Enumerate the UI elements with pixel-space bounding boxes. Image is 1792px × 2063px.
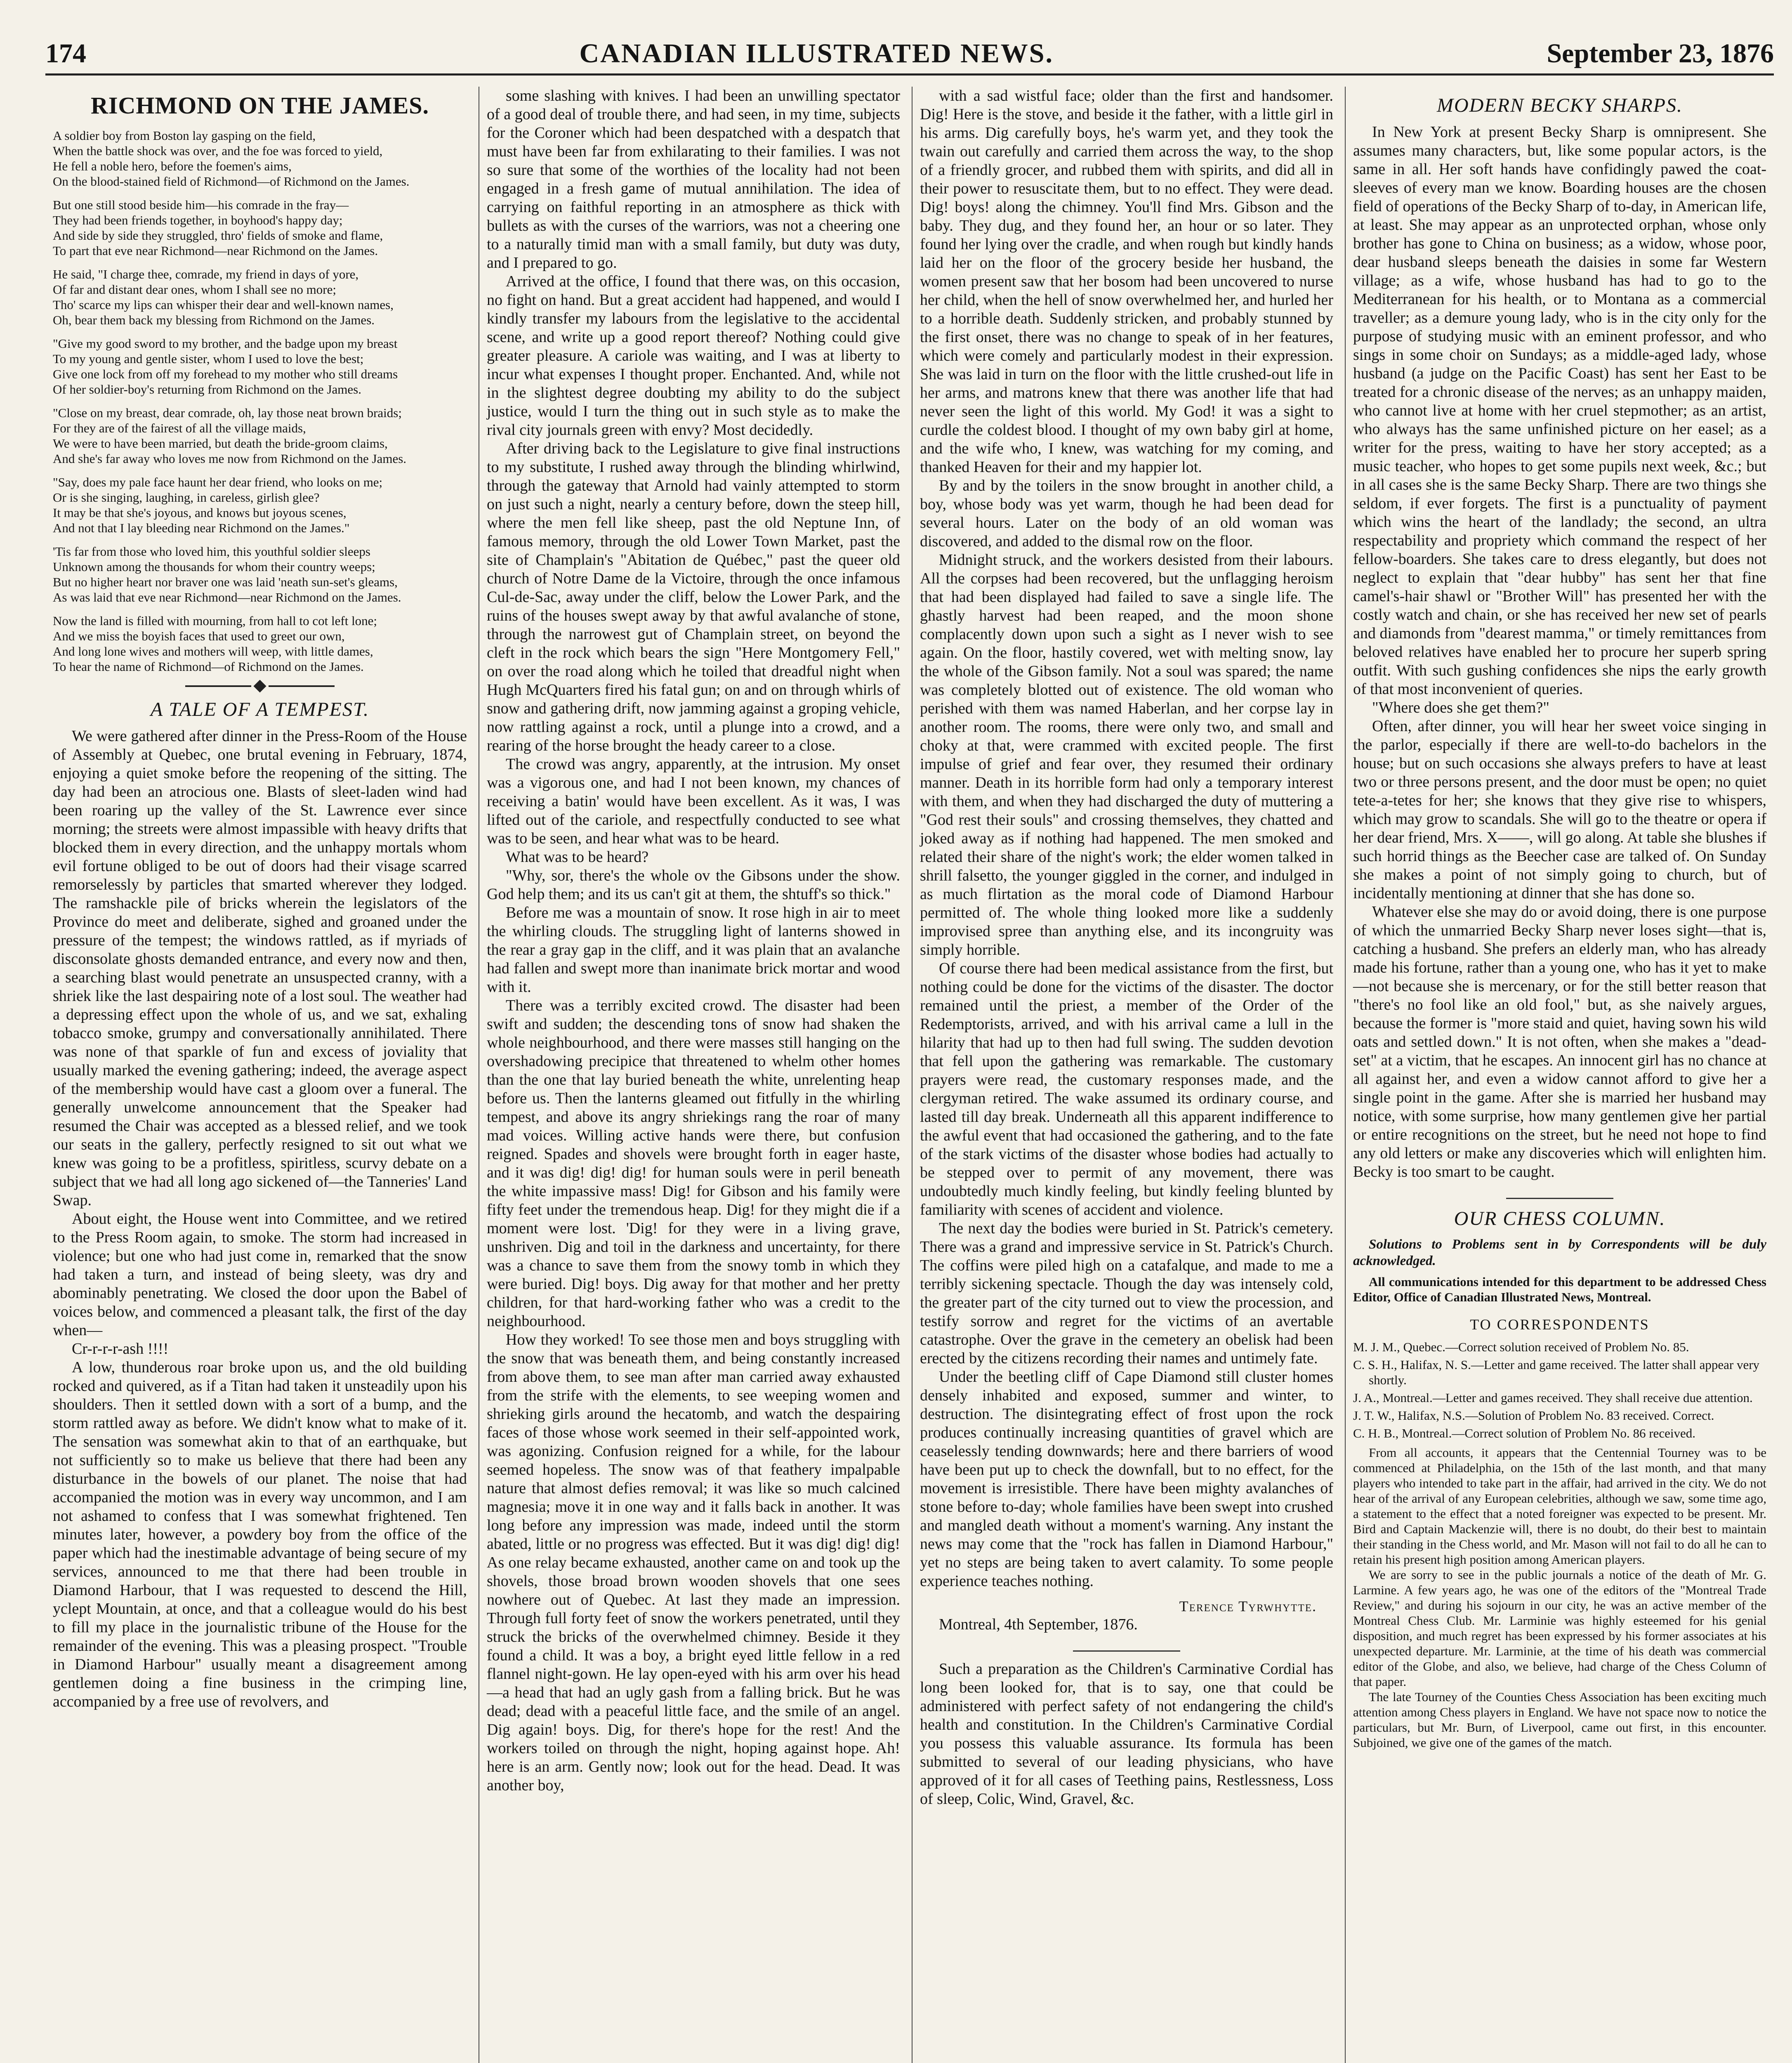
- becky-title: MODERN BECKY SHARPS.: [1437, 94, 1683, 116]
- publication-title: CANADIAN ILLUSTRATED NEWS.: [579, 38, 1054, 68]
- paragraph: The crowd was angry, apparently, at the intrusion. My onset was a vigorous one, and had I not been known, my chances of receiving a batin' would have been excellent. As it was, I was lifted out of the cariole, and respectfully conducted to see what was to be seen, and hear what was to be heard.: [487, 755, 900, 847]
- paragraph: From all accounts, it appears that the Centennial Tourney was to be commenced at Philadelphia, on the 15th of the last month, and that many players who intended to take part in the affair, had arrived in the city. We do not hear of the arrival of any European celebrities, although we saw, some time ago, a statement to the effect that a noted foreigner was expected to be present. Mr. Bird and Captain Mackenzie will, there is no doubt, do their best to maintain their standing in the Chess world, and Mr. Mason will not fail to do all he can to retain his present high position among American players.: [1353, 1445, 1766, 1567]
- poem-line: He fell a noble hero, before the foemen's aims,: [53, 159, 292, 173]
- correspondents-heading: TO CORRESPONDENTS: [1470, 1316, 1650, 1333]
- paragraph: with a sad wistful face; older than the first and handsomer. Dig! Here is the stove, and beside it the father, with a little girl in his arms. Dig carefully boys, he's warm yet, and they took the twain out carefully and carried them across the way, to the shop of a friendly grocer, and rubbed them with spirits, and did all in their power to resuscitate them, but to no effect. They were dead. Dig! boys! along the chimney. You'll find Mrs. Gibson and the baby. They dug, and they found her, an hour or so later. They found her lying over the cradle, and when rough but kindly hands laid her on the floor of the grocery beside her husband, the women present saw that her bosom had been uncovered to nurse her child, when the hell of snow overwhelmed her, and hurled her to a horrible death. Suddenly stricken, and probably stunned by the first onset, there was no change to speak of in her features, which were comely and particularly modest in their expression. She was laid in turn on the floor with the little crushed-out life in her arms, and matrons knew that there was another life that had never seen the light of this world. My God! it was a sight to curdle the coldest blood. I thought of my own baby girl at home, and the wife who, I knew, was watching for my coming, and thanked Heaven for their and my happier lot.: [920, 87, 1333, 476]
- correspondents-list: [1353, 1339, 1766, 1441]
- section-divider-2: [1506, 1198, 1613, 1199]
- paragraph: Often, after dinner, you will hear her sweet voice singing in the parlor, especially if there are well-to-do bachelors in the house; but on such occasions she always prefers to have at least two or three persons present, and the door must be open; no quiet tete-a-tetes for her; she knows that they give rise to whispers, which may grow to scandals. She will go to the theatre or opera if her dear friend, Mrs. X——, will go along. At table she blushes if such horrid things as the Beecher case are talked of. On Sunday she makes a point of not simply going to church, but of incidentally mentioning at dinner that she has done so.: [1353, 718, 1766, 902]
- paragraph: We were gathered after dinner in the Press-Room of the House of Assembly at Quebec, one brutal evening in February, 1874, enjoying a quiet smoke before the reopening of the sitting. The day had been an atrocious one. Blasts of sleet-laden wind had been roaring up the valley of the St. Lawrence ever since morning; the streets were almost impassible with heavy drifts that blocked them in every direction, and the unhappy mortals whom evil fortune obliged to be out of doors had their visage scarred remorselessly by particles that smarted wherever they lodged. The ramshackle pile of bricks wherein the legislators of the Province do meet and deliberate, sighed and groaned under the pressure of the tempest; the windows rattled, as if myriads of disconsolate ghosts demanded entrance, and every now and then, a searching blast would penetrate an unsuspected cranny, with a shriek like the last despairing note of a lost soul. The weather had a depressing effect upon the whole of us, and we sat, exhaling tobacco smoke, grumpy and conversationally annihilated. There was none of that sparkle of fun and excess of joviality that usually marked the evening gathering; indeed, the average aspect of the membership would have cast a gloom over a funeral. The generally unwelcome announcement that the Speaker had resumed the Chair was accepted as a blessed relief, and we took our seats in the gallery, perfectly resigned to sit out what we knew was going to be a profitless, spiritless, scurvy debate on a subject that we had all long ago sickened of—the Tanneries' Land Swap.: [53, 727, 467, 1209]
- ornament-divider: [53, 682, 467, 691]
- section-divider: [1073, 1650, 1180, 1652]
- chess-title: OUR CHESS COLUMN.: [1454, 1208, 1666, 1230]
- tempest-title: A TALE OF A TEMPEST.: [150, 699, 370, 720]
- column-1: [45, 87, 474, 2063]
- poem-line: As was laid that eve near Richmond—near Richmond on the James.: [53, 590, 401, 604]
- stanza-gap: [53, 328, 467, 336]
- masthead-rule: [45, 73, 1774, 76]
- page-columns: [45, 87, 1774, 2063]
- becky-text: [1353, 123, 1766, 1181]
- correspondent-entry: J. T. W., Halifax, N.S.—Solution of Problem No. 83 received. Correct.: [1353, 1408, 1714, 1423]
- poem-line: To part that eve near Richmond—near Richmond on the James.: [53, 243, 378, 258]
- poem-line: And side by side they struggled, thro' fields of smoke and flame,: [53, 228, 383, 243]
- poem-line: Unknown among the thousands for whom their country weeps;: [53, 559, 375, 574]
- stanza-gap: [53, 536, 467, 544]
- paragraph: By and by the toilers in the snow brought in another child, a boy, whose body was yet warm, though he had been dead for several hours. Later on the body of an old woman was discovered, and added to the dismal row on the floor.: [920, 477, 1333, 550]
- poem-line: "Give my good sword to my brother, and the badge upon my breast: [53, 336, 398, 351]
- poem-line: On the blood-stained field of Richmond—of Richmond on the James.: [53, 174, 410, 189]
- poem-line: Of far and distant dear ones, whom I shall see no more;: [53, 282, 336, 297]
- paragraph: A low, thunderous roar broke upon us, and the old building rocked and quivered, as if a Titan had taken it unsteadily upon his shoulders. Then it settled down with a sort of a bump, and the storm rattled away as before. We didn't know what to make of it. The sensation was somewhat akin to that of an earthquake, but not sufficiently so to make us believe that there had been any disturbance in the bowels of our planet. The noise that had accompanied the motion was in every way uncommon, and I am not ashamed to confess that I was somewhat frightened. Ten minutes later, however, a powdery boy from the office of the paper which had the inestimable advantage of being secure of my services, announced to me that there had been trouble in Diamond Harbour, that I was requested to descend the Hill, yclept Mountain, at once, and that a colleague would do his best to fill my place in the journalistic tribune of the House for the remainder of the evening. This was a pleasing prospect. "Trouble in Diamond Harbour" usually meant a disagreement among gentlemen doing a fine business in the crimping line, accompanied by a free use of revolvers, and: [53, 1359, 467, 1710]
- paragraph: Of course there had been medical assistance from the first, but nothing could be done for the victims of the disaster. The doctor remained until the priest, a member of the Order of the Redemptorists, arrived, and with his arrival came a lull in the hilarity that had up to then had full swing. The sudden devotion that fell upon the gathering was remarkable. The customary prayers were read, the customary responses made, and the clergyman retired. The wake assumed its ordinary course, and lasted till day break. Underneath all this apparent indifference to the awful event that had occasioned the gathering, and to the fate of the stark victims of the disaster whose bodies had actually to be stepped over to permit of any movement, there was undoubtedly much kindly feeling, but kindly feeling blunted by familiarity with scenes of accident and violence.: [920, 960, 1333, 1218]
- poem-line: Tho' scarce my lips can whisper their dear and well-known names,: [53, 297, 394, 312]
- poem-line: He said, "I charge thee, comrade, my friend in days of yore,: [53, 267, 359, 281]
- stanza-gap: [53, 397, 467, 405]
- paragraph: "Where does she get them?": [1372, 699, 1549, 716]
- tempest-dateline: Montreal, 4th September, 1876.: [939, 1616, 1138, 1633]
- paragraph: The next day the bodies were buried in St. Patrick's cemetery. There was a grand and impressive service in St. Patrick's Church. The coffins were piled high on a catafalque, and made to me a terribly sickening spectacle. Though the day was intensely cold, the greater part of the city turned out to view the procession, and testify sorrow and regret for the victims of an avertable catastrophe. Over the grave in the cemetery an obelisk had been erected by the citizens recording their names and untimely fate.: [920, 1220, 1333, 1367]
- poem-line: We were to have been married, but death the bride-groom claims,: [53, 436, 388, 451]
- tempest-signature: Terence Tyrwhytte.: [1179, 1598, 1317, 1615]
- poem-line: To hear the name of Richmond—of Richmond on the James.: [53, 659, 364, 674]
- page-number: 174: [45, 38, 86, 68]
- poem-line: They had been friends together, in boyhood's happy day;: [53, 213, 343, 227]
- poem-line: And we miss the boyish faces that used to greet our own,: [53, 629, 345, 643]
- poem-line: And she's far away who loves me now from Richmond on the James.: [53, 451, 407, 466]
- paragraph: some slashing with knives. I had been an unwilling spectator of a good deal of trouble there, and had seen, in my time, subjects for the Coroner which had been despatched with a despatch that must have been far from exhilarating to their families. I was not so sure that some of the worthies of the locality had not been engaged in a fresh game of mutual annihilation. The idea of carrying on faithful reporting in an atmosphere as thick with bullets as with the curses of the warriors, was not a cheering one to a naturally timid man with a small family, but duty was duty, and I prepared to go.: [487, 87, 900, 271]
- stanza-gap: [53, 466, 467, 474]
- poem-line: But no higher heart nor braver one was laid 'neath sun-set's gleams,: [53, 575, 398, 589]
- paragraph: We are sorry to see in the public journals a notice of the death of Mr. G. Larmine. A few years ago, he was one of the editors of the "Montreal Trade Review," and during his sojourn in our city, he was an active member of the Montreal Chess Club. Mr. Larminie was highly esteemed for his genial disposition, and much regret has been expressed by his former associates at his unexpected departure. Mr. Larminie, at the time of his death was commercial editor of the Globe, and also, we believe, had charge of the Chess Column of that paper.: [1353, 1567, 1766, 1689]
- poem-line: A soldier boy from Boston lay gasping on the field,: [53, 128, 316, 143]
- paragraph: Cr-r-r-r-ash !!!!: [72, 1340, 169, 1357]
- poem-line: It may be that she's joyous, and knows but joyous scenes,: [53, 505, 347, 520]
- poem-line: Of her soldier-boy's returning from Richmond on the James.: [53, 382, 361, 397]
- paragraph: The late Tourney of the Counties Chess Association has been exciting much attention among Chess players in England. We have not space now to notice the particulars, but Mr. Burn, of Liverpool, came out first, in this encounter. Subjoined, we give one of the games of the match.: [1353, 1690, 1766, 1750]
- paragraph: About eight, the House went into Committee, and we retired to the Press Room again, to smoke. The storm had increased in violence; but one who had just come in, remarked that the snow had taken a turn, and instead of being sleety, was dry and abominably penetrating. We closed the door upon the Babel of voices below, and commenced a pleasant talk, the first of the day when—: [53, 1210, 467, 1339]
- column-2: [479, 87, 908, 2063]
- paragraph: There was a terribly excited crowd. The disaster had been swift and sudden; the descending tons of snow had shaken the whole neighbourhood, and there were masses still hanging on the overshadowing precipice that threatened to whelm other homes than the one that lay buried beneath the white, unrelenting heap before us. Then the lanterns gleamed out fitfully in the whirling tempest, and above its angry shriekings rang the roar of many mad voices. Willing active hands were there, but confusion reigned. Spades and shovels were brought forth in eager haste, and it was dig! dig! dig! for human souls were in peril beneath the white impassive mass! Dig! for Gibson and his family were fifty feet under the tremendous heap. Dig! for they might die if a moment were lost. 'Dig! for they were in a living grave, unshriven. Dig and toil in the darkness and uncertainty, for there was a chance to save them from the snowy tomb in which they were buried. Dig! boys. Dig away for that mother and her pretty children, for that hard-working father who was a credit to the neighbourhood.: [487, 997, 900, 1330]
- paragraph: After driving back to the Legislature to give final instructions to my substitute, I rushed away through the blinding whirlwind, through the gateway that Arnold had vainly attempted to storm on just such a night, nearly a century before, down the steep hill, where the men fell like sheep, past the old Neptune Inn, of famous memory, through the old Lower Town Market, past the site of Champlain's "Abitation de Québec," past the queer old church of Notre Dame de la Victoire, through the once infamous Cul-de-Sac, away under the cliff, below the Lower Park, and the ruins of the houses swept away by that awful avalanche of stone, through the narrowest gut of Champlain street, on beyond the cleft in the rock which bears the sign "Here Montgomery Fell," on over the road along which he toiled that dreadful night when Hugh McQuarters fired his fatal gun; on and on through whirls of snow and gathering drift, now jamming against a groping vehicle, now rattling against a rock, until a plunge into a crowd, and a rearing of the horse brought the heady career to a close.: [487, 440, 900, 754]
- poem-line: Oh, bear them back my blessing from Richmond on the James.: [53, 313, 375, 327]
- poem-line: Now the land is filled with mourning, from hall to cot left lone;: [53, 614, 377, 628]
- stanza-gap: [53, 189, 467, 197]
- paragraph: "Why, sor, there's the whole ov the Gibsons under the show. God help them; and its us can't git at them, the shtuff's so thick.": [487, 867, 900, 903]
- paragraph: Whatever else she may do or avoid doing, there is one purpose of which the unmarried Becky Sharp never loses sight—that is, catching a husband. She prefers an elderly man, who has already made his fortune, rather than a young one, who has it yet to make—not because she is mercenary, or for the still better reason that "there's no fool like an old fool," but, as she naively argues, because the former is "more staid and quiet, having sown his wild oats and settled down." It is not often, when she makes a "dead-set" at a victim, that he escapes. An innocent girl has no chance at all against her, and even a widow cannot afford to give her a single point in the game. After she is married her husband may notice, with some surprise, how many gentlemen give her partial or entire recognitions on the street, but he need not hope to find any old letters or make any discoveries which will enlighten him. Becky is too smart to be caught.: [1353, 903, 1766, 1180]
- correspondent-entry: J. A., Montreal.—Letter and games received. They shall receive due attention.: [1353, 1390, 1753, 1405]
- chess-text: [1353, 1445, 1766, 1750]
- correspondent-entry: C. H. B., Montreal.—Correct solution of Problem No. 86 received.: [1353, 1426, 1695, 1440]
- stanza-gap: [53, 258, 467, 267]
- paragraph: What was to be heard?: [506, 848, 649, 866]
- stanza-gap: [53, 605, 467, 613]
- issue-date: September 23, 1876: [1547, 38, 1774, 68]
- poem-title: RICHMOND ON THE JAMES.: [90, 92, 429, 119]
- paragraph: Arrived at the office, I found that there was, on this occasion, no fight on hand. But a great accident had happened, and would I kindly transfer my labours from the legislative to the accidental scene, and write up a good report thereof? Nothing could give greater pleasure. A cariole was waiting, and I was at liberty to incur what expenses I thought proper. Enchanted. And, while not in the slightest degree doubting my ability to do the subject justice, would I turn the thing out in such style as to make the rival city journals green with envy? Most decidedly.: [487, 273, 900, 439]
- tempest-text-part-2: [487, 87, 900, 1795]
- poem-line: And long lone wives and mothers will weep, with little dames,: [53, 644, 373, 659]
- poem-line: To my young and gentle sister, whom I used to love the best;: [53, 352, 364, 366]
- poem-line: "Say, does my pale face haunt her dear friend, who looks on me;: [53, 475, 383, 489]
- tempest-text-part-3: [920, 87, 1333, 1591]
- poem-line: And not that I lay bleeding near Richmond on the James.": [53, 521, 350, 535]
- paragraph: Midnight struck, and the workers desisted from their labours. All the corpses had been recovered, but the unflagging heroism that had been displayed had failed to save a single life. The ghastly harvest had been reaped, and the moon shone complacently down upon such a sight as I never wish to see again. On the floor, hastily covered, wet with melting snow, lay the whole of the Gibson family. Not a soul was spared; the name was completely blotted out of existence. The old woman who perished with them was named Haberlan, and her corpse lay in another room. The rooms, there were only two, and small and choky at that, were crammed with excited people. The first impulse of grief and fear over, they resumed their ordinary manner. Death in its horrible form had only a temporary interest with them, and when they had discharged the duty of muttering a "God rest their souls" and crossing themselves, they chatted and joked away as if nothing had happened. The men smoked and related their share of the night's work; the elder women talked in shrill falsetto, the younger giggled in the corner, and indulged in as much flirtation as the moral code of Diamond Harbour permitted of. The whole thing looked more like a suddenly improvised spree than anything else, and its incongruity was simply horrible.: [920, 551, 1333, 958]
- poem-line: But one still stood beside him—his comrade in the fray—: [53, 198, 349, 212]
- poem-line: When the battle shock was over, and the foe was forced to yield,: [53, 144, 383, 158]
- poem-line: 'Tis far from those who loved him, this youthful soldier sleeps: [53, 544, 370, 559]
- paragraph: Before me was a mountain of snow. It rose high in air to meet the whirling clouds. The struggling light of lanterns showed in the rear a gray gap in the cliff, and it was plain that an avalanche had fallen and swept more than inanimate brick mortar and wood with it.: [487, 904, 900, 996]
- column-3: [912, 87, 1341, 2063]
- poem-richmond: [53, 128, 467, 674]
- carminative-advert: Such a preparation as the Children's Carminative Cordial has long been looked for, that is to say, one that could be administered with perfect safety of not endangering the child's health and constitution. In the Children's Carminative Cordial you possess this valuable assurance. Its formula has been submitted to several of our leading physicians, who have approved of it for all cases of Teething pains, Restlessness, Loss of sleep, Colic, Wind, Gravel, &c.: [920, 1660, 1333, 1808]
- poem-line: For they are of the fairest of all the village maids,: [53, 421, 306, 435]
- poem-line: Or is she singing, laughing, in careless, girlish glee?: [53, 490, 320, 505]
- correspondent-entry: M. J. M., Quebec.—Correct solution received of Problem No. 85.: [1353, 1340, 1689, 1354]
- column-4: [1345, 87, 1774, 2063]
- poem-line: Give one lock from off my forehead to my mother who still dreams: [53, 367, 398, 381]
- poem-line: "Close on my breast, dear comrade, oh, lay those neat brown braids;: [53, 406, 402, 420]
- paragraph: How they worked! To see those men and boys struggling with the snow that was beneath them, and being constantly increased from above them, to see man after man carried away exhausted from the strife with the elements, to see weeping women and shrieking girls around the hecatomb, and watch the despairing faces of those whose work seemed in their self-appointed work, was agonizing. Confusion reigned for a while, for the labour seemed hopeless. The snow was of that feathery impalpable nature that almost defies removal; it was like so much calcined magnesia; move it in one way and it falls back in another. It was long before any impression was made, indeed until the storm abated, little or no progress was effected. But it was dig! dig! dig! As one relay became exhausted, another came on and took up the shovels, those broad brown wooden shovels that one sees nowhere out of Quebec. At last they made an impression. Through full forty feet of snow the workers penetrated, until they struck the bricks of the overwhelmed chimney. Beside it they found a child. It was a boy, a bright eyed little fellow in a red flannel night-gown. He lay open-eyed with his arm over his head—a head that had an ugly gash from a falling brick. But he was dead; dead with a peaceful little face, and the smile of an angel. Dig again! boys. Dig, for there's hope for the rest! And the workers toiled on through the night, hoping against hope. Ah! here is an arm. Gently now; look out for the head. Dead. It was another boy,: [487, 1331, 900, 1794]
- masthead: [45, 39, 1774, 68]
- paragraph: Under the beetling cliff of Cape Diamond still cluster homes densely inhabited and exposed, summer and winter, to destruction. The disintegrating effect of frost upon the rock produces continually increasing quantities of gravel which are ceaselessly tending downwards; here and there barriers of wood have been put up to check the downfall, but to no effect, for the movement is irresistible. There have been mighty avalanches of stone before to-day; whole families have been swept into crushed and mangled death without a moment's warning. Any instant the news may come that the "rock has fallen in Diamond Harbour," yet no steps are being taken to avert calamity. To some people experience teaches nothing.: [920, 1368, 1333, 1590]
- paragraph: In New York at present Becky Sharp is omnipresent. She assumes many characters, but, like some popular actors, is the same in all. Her soft hands have confidingly pawed the coat-sleeves of every man we know. Boarding houses are the chosen field of operations of the Becky Sharp of to-day, in American life, at least. She may appear as an unprotected orphan, whose only brother has gone to China on business; as a widow, whose poor, dear husband sleeps beneath the daisies in some far Western village; as a wife, whose husband has had to go to the Mediterranean for his health, or to Montana as a commercial traveller; as a demure young lady, who is in the city only for the purpose of studying music with an eminent professor, and who sings in some choir on Sundays; as a middle-aged lady, whose husband (a judge on the Pacific Coast) has sent her East to be treated for a chronic disease of the nerves; as an unhappy maiden, who cannot live at home with her cruel stepmother; as an artist, who always has the same unfinished picture on her easel; as a writer for the press, waiting to have her story accepted; as a music teacher, who hopes to get some pupils next week, &c.; but in all cases she is the same Becky Sharp. There are two things she seldom, if ever forgets. The first is a punctuality of payment which wins the heart of the landlady; the second, an ultra respectability and propriety which command the respect of her fellow-boarders. She takes care to dress elegantly, but does not neglect to explain that "dear hubby" has sent her that fine camel's-hair shawl or "Brother Will" has presented her with the costly watch and chain, or she has received her new set of pearls and diamonds from "dearest mamma," or timely remittances from beloved relatives have enabled her to procure her superb spring outfit. With such gushing confidences she nips the early growth of that most inconvenient of queries.: [1353, 123, 1766, 698]
- correspondent-entry: C. S. H., Halifax, N. S.—Letter and game received. The latter shall appear very shortly.: [1353, 1357, 1760, 1387]
- chess-notice: Solutions to Problems sent in by Correspondents will be duly acknowledged.: [1353, 1237, 1766, 1268]
- chess-address: All communications intended for this department to be addressed Chess Editor, Office of Canadian Illustrated News, Montreal.: [1353, 1275, 1766, 1304]
- tempest-text-part-1: [53, 727, 467, 1711]
